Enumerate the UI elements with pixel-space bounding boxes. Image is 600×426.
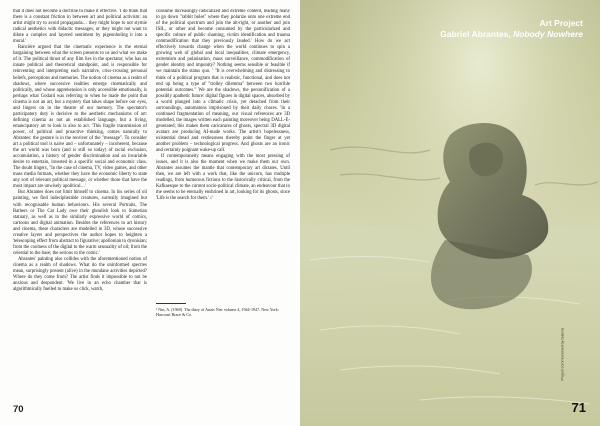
footnote-divider: [156, 303, 186, 304]
artwork-image: [300, 0, 600, 426]
footnote: ¹ Nin, A. (1969). The diary of Anaïs Nin: volume 4, 1944-1947. New York: Harcourt Brace & Co.: [156, 306, 279, 317]
section-label: Art Project: [539, 18, 583, 28]
text-columns: [13, 9, 290, 401]
text-column-1: [13, 9, 147, 401]
artwork-caption: [440, 18, 583, 40]
paragraph: Abrantes' painting also collides with the aforementioned notion of cinema as a realm of shadows. What do the uninformed spectres mean, surprisingly present (alive) in the mundane activities depicted? Where do they come from? The artist finds it impossible to not be anxious and despondent. 'We live in an echo chamber that is algorithmically fuelled to make us click, watch,: [13, 256, 147, 293]
image-credit: Project commissioned by Galeria: [561, 328, 565, 381]
artist-name: Gabriel Abrantes,: [440, 29, 511, 39]
page-number-left: 70: [13, 404, 24, 415]
right-page: [300, 0, 600, 426]
paragraph: But Abrantes does not limit himself to cinema. In his series of oil painting, we find indecipherable creatures, surreally imagined but with recognisable human behaviours. His several Portraits, The Bathers or The Cat Lady owe their ghoulish look to Sumerian statuary, as well as to the similarly expressive world of comics, cartoons and digital animation. Besides the references to art history and cinema, these characters are modelled in 3D, whose successive creative layers and perspectives the author hopes to heighten a 'telescoping effect from abstract to figurative; apollonian to dyonisian; from the coolness of the digital to the warm sensuality of oil; from the celestial to the base; the serious to the comic.': [13, 190, 147, 256]
paragraph: that it does not become a doctrine to make it effective. 'I do think that there is a constant friction in between art and political activism: an artist might try to avoid propaganda… they might hope to not stymie radical aesthetics with didactic messages, or they might not want to dilute a complex and layered sentiment by pigeonholing it into a moral.': [13, 9, 147, 45]
artist-and-title: [440, 29, 583, 40]
paragraph: If contemporaneity means engaging with the most pressing of issues, and it is also the moment when we make them our own. Abrantes assumes the mantle that contemporary art dictates. Until then, we are left with a work that, like the unicorn, has multiple readings, from humorous fictions to the historically critical, from the Kafkaesque to the current socio-political climate, an endeavour that to me seems to be eternally enshrined in art, looking for its ghosts, since 'Life is the search for them.' //: [156, 154, 290, 202]
artwork-title: Nobody Nowhere: [513, 29, 583, 39]
page-number-right: 71: [571, 400, 586, 415]
text-column-2: [156, 9, 290, 401]
paragraph: Rancière argued that the cinematic experience is the eternal bargaining between what the screen presents to us and what we make of it. The political thrust of any film lies in the spectator, who has an innate political and theoretical standpoint, and is responsible for reinventing and interpreting each narrative, criss-crossing personal beliefs, perceptions and memories. The notion of cinema as a realm of shadows, where successive realities emerge cinematically and politically, and whose apprehension is only accessible emotionally, is perhaps what Godard was referring to when he made the point that cinema is not an art, but a mystery that takes shape before our eyes, and lingers on in the theatre of our memory. The spectator's participatory duty is decisive to the aesthetic mechanisms of art: defining cinema as not an established language, but a living, emancipatory art to look is also to act. 'This fragile transmission of power, of political and proactive thinking, comes naturally to Abrantes: the gesture is in the receiver of the "message". To consider art a political tool is naive and – unfortunately – incoherent, because the art world was born (and is still so today) of racial exclusion, accumulation, a history of gender discrimination and an invariable desire to entertain, invested in a specific social and economic class. The doubt lingers, "In the case of cinema, TV, video games, and other mass media formats, whether they have the economic liberty to state any sort of relevant political message, or whether those that have the most impact are unwisely apolitical…': [13, 45, 147, 190]
paragraph: consume increasingly radicalized and extreme content, leading many to go down "rabbit holes" where they polarize onto one extreme end of the political spectrum and join the alt-right, or another and join ISIL, or other and become consumed by the particularized and specific culture of public shaming, victim identification and trauma commodification that they previously lauded.' How do we act effectively towards change when the world continues to spin a growing web of global and local inequalities, climate emergency, extremism and polarisation, mass surveillance, commodification of gender identity and impunity? Nothing seems sensible or feasible if we maintain the status quo. ' "It is overwhelming and distressing to think of a political program that is realistic, functional, and does not end up being a type of "trolley dilemma" between two horrible potential outcomes." We are the shadows, the personification of a possibly apathetic future: digital figures in digital spaces, absorbed by a world plunged into a climatic crisis, yet detached from their surroundings, automatons imprisoned by their daily chores. 'In a continued fragmentation of meaning, our visual references are 3D modelled, the images written each painting moreover being DALL-E-generated; this makes them caricatures of ghosts, spectral 3D digital avatars are producing AI-made works. The artist's hopelessness, existential dread and restlessness thereby point the finger at yet another problem – technological progress. And ghosts are an ironic and certainly poignant wake-up call.: [156, 9, 290, 154]
